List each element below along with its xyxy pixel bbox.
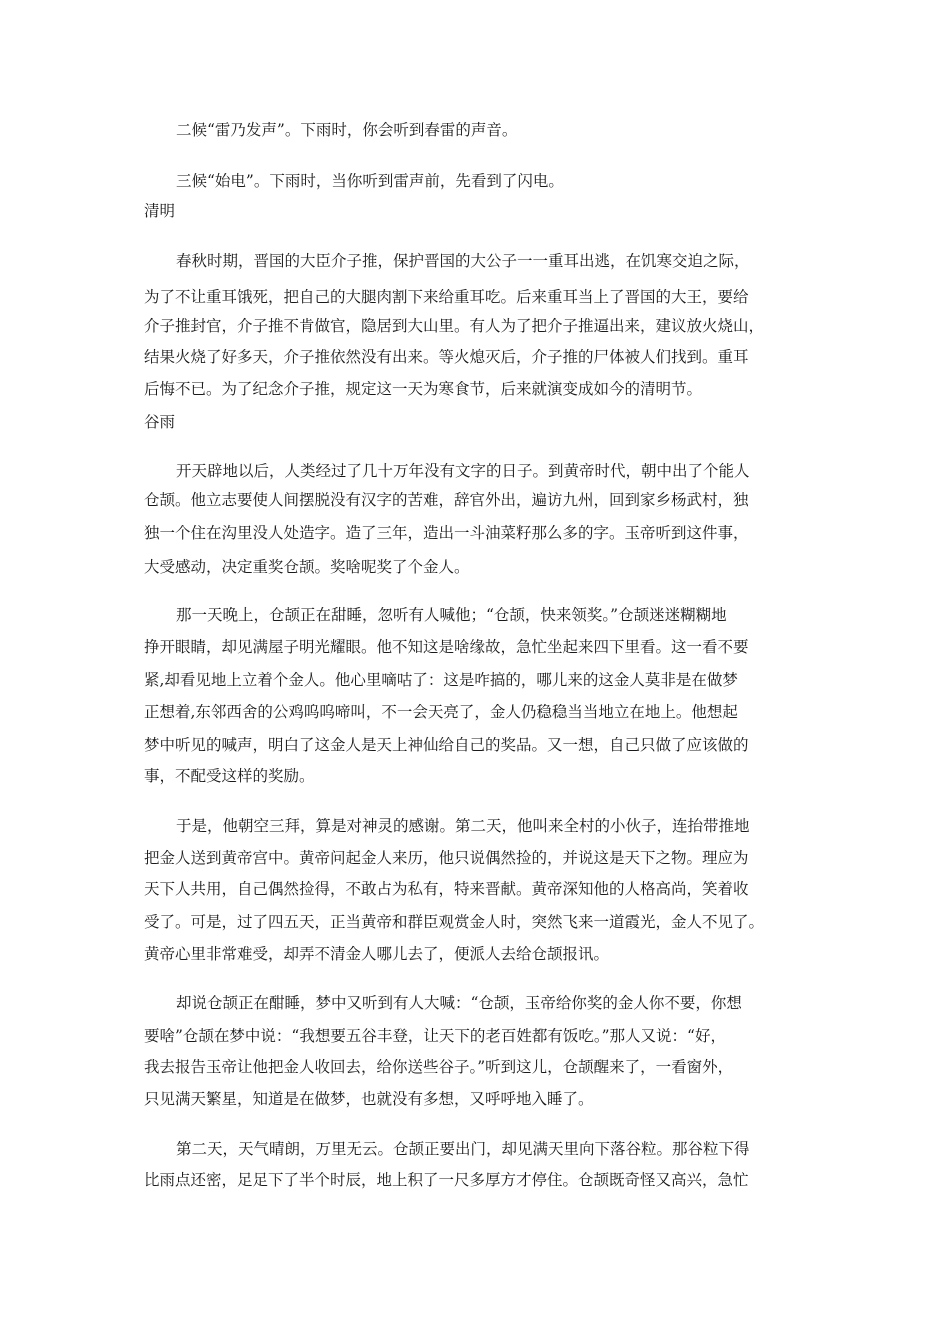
- guyu-p3-line-3: 天下人共用，自己偶然捡得，不敢占为私有，特来晋献。黄帝深知他的人格高尚，笑着收: [144, 880, 749, 898]
- guyu-p3-line-5: 黄帝心里非常难受，却弄不清金人哪儿去了，便派人去给仓颉报讯。: [144, 945, 610, 963]
- guyu-p2-line-3: 紧,却看见地上立着个金人。他心里嘀咕了：这是咋搞的，哪儿来的这金人莫非是在做梦: [144, 671, 738, 689]
- qingming-line-3: 介子推封官，介子推不肯做官，隐居到大山里。有人为了把介子推逼出来，建议放火烧山，: [144, 317, 765, 335]
- guyu-p2-line-5: 梦中听见的喊声，明白了这金人是天上神仙给自己的奖品。又一想，自己只做了应该做的: [144, 736, 749, 754]
- heading-guyu: 谷雨: [144, 413, 176, 431]
- qingming-line-2: 为了不让重耳饿死，把自己的大腿肉割下来给重耳吃。后来重耳当上了晋国的大王，要给: [144, 288, 749, 306]
- qingming-line-4: 结果火烧了好多天，介子推依然没有出来。等火熄灭后，介子推的尸体被人们找到。重耳: [144, 348, 749, 366]
- guyu-p5-line-2: 比雨点还密，足足下了半个时辰，地上积了一尺多厚方才停住。仓颉既奇怪又高兴，急忙: [144, 1171, 749, 1189]
- guyu-p3-line-1: 于是，他朝空三拜，算是对神灵的感谢。第二天，他叫来全村的小伙子，连抬带推地: [176, 817, 750, 835]
- paragraph-erhou: 二候“雷乃发声”。下雨时，你会听到春雷的声音。: [176, 121, 518, 139]
- guyu-p2-line-2: 挣开眼睛，却见满屋子明光耀眼。他不知这是啥缘故，急忙坐起来四下里看。这一看不要: [144, 638, 749, 656]
- guyu-p2-line-1: 那一天晚上，仓颉正在甜睡，忽听有人喊他；“仓颉，快来领奖。”仓颉迷迷糊糊地: [176, 606, 727, 624]
- guyu-p4-line-1: 却说仓颉正在酣睡，梦中又听到有人大喊：“仓颉，玉帝给你奖的金人你不要，你想: [176, 994, 742, 1012]
- guyu-p1-line-2: 仓颉。他立志要使人间摆脱没有汉字的苦难，辞官外出，遍访九州，回到家乡杨武村，独: [144, 491, 749, 509]
- guyu-p2-line-6: 事，不配受这样的奖励。: [144, 767, 315, 785]
- qingming-line-5: 后悔不已。为了纪念介子推，规定这一天为寒食节，后来就演变成如今的清明节。: [144, 380, 703, 398]
- guyu-p4-line-3: 我去报告玉帝让他把金人收回去，给你送些谷子。”听到这儿，仓颉醒来了，一看窗外，: [144, 1058, 734, 1076]
- guyu-p5-line-1: 第二天，天气晴朗，万里无云。仓颉正要出门，却见满天里向下落谷粒。那谷粒下得: [176, 1140, 750, 1158]
- guyu-p2-line-4: 正想着,东邻西舍的公鸡呜呜啼叫，不一会天亮了，金人仍稳稳当当地立在地上。他想起: [144, 703, 738, 721]
- guyu-p4-line-4: 只见满天繁星，知道是在做梦，也就没有多想，又呼呼地入睡了。: [144, 1090, 594, 1108]
- guyu-p3-line-2: 把金人送到黄帝宫中。黄帝问起金人来历，他只说偶然捡的，并说这是天下之物。理应为: [144, 849, 749, 867]
- paragraph-sanhou: 三候“始电”。下雨时，当你听到雷声前，先看到了闪电。: [176, 172, 564, 190]
- guyu-p3-line-4: 受了。可是，过了四五天，正当黄帝和群臣观赏金人时，突然飞来一道霞光，金人不见了。: [144, 913, 765, 931]
- qingming-line-1: 春秋时期，晋国的大臣介子推，保护晋国的大公子一一重耳出逃，在饥寒交迫之际，: [176, 252, 750, 270]
- guyu-p1-line-3: 独一个住在沟里没人处造字。造了三年，造出一斗油菜籽那么多的字。玉帝听到这件事，: [144, 524, 749, 542]
- guyu-p1-line-1: 开天辟地以后，人类经过了几十万年没有文字的日子。到黄帝时代，朝中出了个能人: [176, 462, 750, 480]
- guyu-p4-line-2: 要啥”仓颉在梦中说：“我想要五谷丰登，让天下的老百姓都有饭吃。”那人又说：“好，: [144, 1027, 726, 1045]
- guyu-p1-line-4: 大受感动，决定重奖仓颉。奖啥呢奖了个金人。: [144, 558, 470, 576]
- heading-qingming: 清明: [144, 202, 176, 220]
